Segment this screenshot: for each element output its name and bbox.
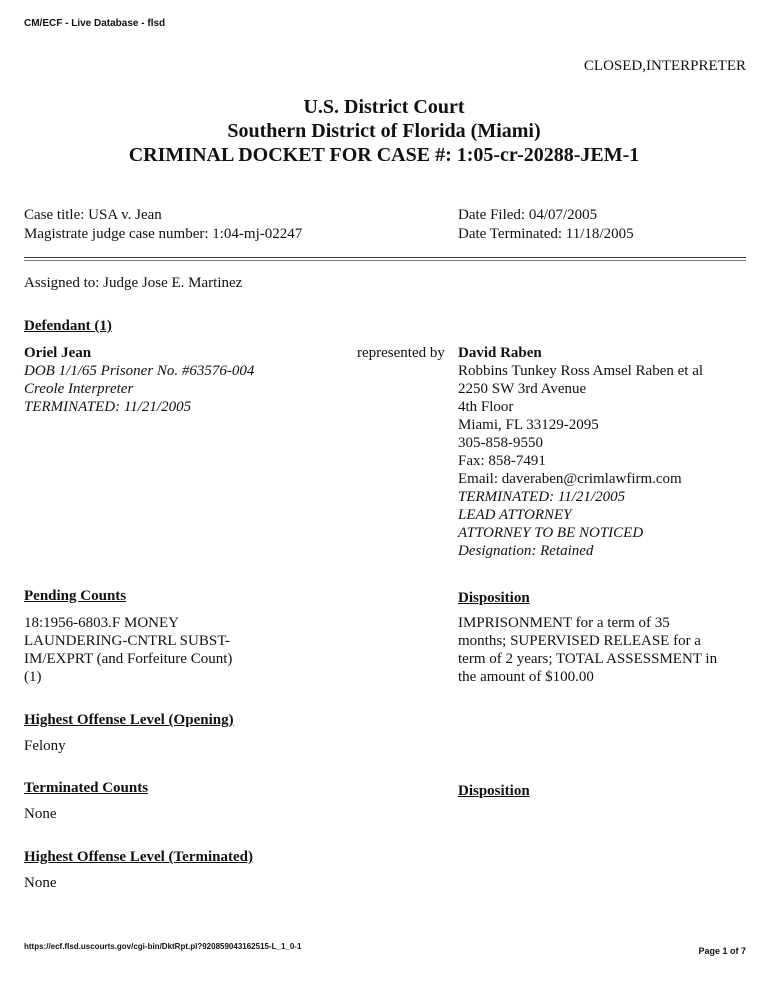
pending-count-line: 18:1956-6803.F MONEY (24, 615, 180, 631)
attorney-city: Miami, FL 33129-2095 (458, 417, 599, 433)
browser-page-header: CM/ECF - Live Database - flsd (24, 18, 166, 29)
attorney-terminated: TERMINATED: 11/21/2005 (458, 489, 626, 505)
defendant-block (24, 344, 254, 416)
pending-count-line: IM/EXPRT (and Forfeiture Count) (24, 651, 233, 667)
attorney-phone: 305-858-9550 (458, 435, 543, 451)
defendant-name: Oriel Jean (24, 345, 92, 361)
pending-count-line: LAUNDERING-CNTRL SUBST- (24, 633, 230, 649)
disposition-heading: Disposition (458, 590, 530, 606)
assigned-judge: Assigned to: Judge Jose E. Martinez (24, 275, 243, 291)
attorney-email: Email: daveraben@crimlawfirm.com (458, 471, 682, 487)
attorney-address-line2: 4th Floor (458, 399, 514, 415)
terminated-counts-heading: Terminated Counts (24, 780, 149, 796)
disposition-line: IMPRISONMENT for a term of 35 (458, 615, 670, 631)
attorney-designation: Designation: Retained (458, 543, 594, 559)
case-title: Case title: USA v. Jean (24, 207, 162, 223)
disposition-terminated-heading: Disposition (458, 783, 530, 799)
attorney-block (458, 344, 703, 560)
pending-count-line: (1) (24, 669, 42, 685)
defendant-heading: Defendant (1) (24, 318, 112, 334)
docket-title: CRIMINAL DOCKET FOR CASE #: 1:05-cr-20288-JEM-1 (128, 144, 640, 166)
footer-page-number: Page 1 of 7 (698, 946, 746, 956)
footer-url: https://ecf.flsd.uscourts.gov/cgi-bin/DktRpt.pl?920859043162515-L_1_0-1 (24, 942, 302, 951)
disposition-block (458, 614, 717, 686)
date-filed: Date Filed: 04/07/2005 (458, 207, 598, 223)
disposition-line: term of 2 years; TOTAL ASSESSMENT in (458, 651, 718, 667)
attorney-address-line1: 2250 SW 3rd Avenue (458, 381, 587, 397)
case-status-flags: CLOSED,INTERPRETER (583, 58, 746, 74)
defendant-dob: DOB 1/1/65 Prisoner No. #63576-004 (24, 363, 255, 379)
attorney-notice: ATTORNEY TO BE NOTICED (458, 525, 644, 541)
represented-by-label: represented by (357, 345, 445, 361)
attorney-name: David Raben (458, 345, 542, 361)
section-divider (24, 257, 746, 258)
terminated-counts-value: None (24, 806, 57, 822)
highest-offense-opening-value: Felony (24, 738, 66, 754)
section-divider-secondary (24, 260, 746, 261)
attorney-fax: Fax: 858-7491 (458, 453, 546, 469)
defendant-interpreter: Creole Interpreter (24, 381, 134, 397)
highest-offense-opening-heading: Highest Offense Level (Opening) (24, 712, 234, 728)
highest-offense-terminated-value: None (24, 875, 57, 891)
attorney-lead: LEAD ATTORNEY (458, 507, 572, 523)
date-terminated: Date Terminated: 11/18/2005 (458, 226, 634, 242)
magistrate-case-number: Magistrate judge case number: 1:04-mj-02247 (24, 226, 303, 242)
defendant-terminated: TERMINATED: 11/21/2005 (24, 399, 192, 415)
court-district: Southern District of Florida (Miami) (227, 120, 541, 142)
highest-offense-terminated-heading: Highest Offense Level (Terminated) (24, 849, 253, 865)
attorney-firm: Robbins Tunkey Ross Amsel Raben et al (458, 363, 704, 379)
disposition-line: the amount of $100.00 (458, 669, 594, 685)
pending-counts-block (24, 614, 232, 686)
pending-counts-heading: Pending Counts (24, 588, 127, 604)
disposition-line: months; SUPERVISED RELEASE for a (458, 633, 701, 649)
court-name: U.S. District Court (303, 96, 465, 118)
